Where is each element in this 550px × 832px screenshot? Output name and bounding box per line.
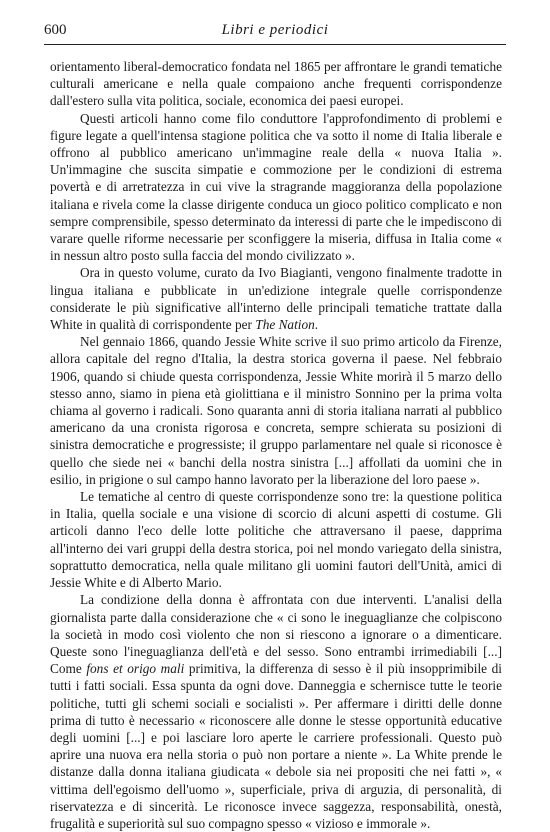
page-header	[44, 22, 506, 45]
text-run: orientamento liberal-democratico fondata nel 1865 per affrontare le grandi tematiche culturali americane e nella quale compaiono anche frequenti corrispondenze dall'estero sulla vita politica, sociale, economica dei paesi europei.	[50, 59, 502, 109]
text-run: Le tematiche al centro di queste corrispondenze sono tre: la questione politica in Italia, quella sociale e una visione di scorcio di alcuni aspetti di costume. Gli articoli danno l'eco delle lotte politiche che attraversano il paese, dapprima all'interno dei vari gruppi della destra storica, poi nel mondo variegato della sinistra, soprattutto democratica, nella quale militano gli uomini fautori dell'Unità, amici di Jessie White e di Alberto Mario.	[50, 489, 502, 591]
paragraph	[50, 333, 502, 488]
paragraph	[50, 264, 502, 333]
text-run: .	[314, 317, 319, 333]
paragraph	[50, 58, 502, 110]
paragraph	[50, 591, 502, 832]
paragraph	[50, 488, 502, 591]
paragraph	[50, 110, 502, 265]
italic-text: The Nation	[255, 317, 315, 333]
text-run: Nel gennaio 1866, quando Jessie White scrive il suo primo articolo da Firenze, allora capitale del regno d'Italia, la destra storica governa il paese. Nel febbraio 1906, quando si chiude questa corrispondenza, Jessie White morirà il 5 marzo dello stesso anno, siamo in piena età giolittiana e il ministro Sonnino per la prima volta chiama al governo i radicali. Sono quaranta anni di storia italiana narrati al pubblico americano da una cronista rigorosa e concreta, sempre schierata su posizioni di sinistra democratiche e progressiste; il gruppo parlamentare nel quale si riconosce è quello che siede nei « banchi della nostra sinistra [...] affollati da uomini che in esilio, in prigione o sul campo hanno lavorato per la liberazione del loro paese ».	[50, 334, 502, 487]
text-run: La condizione della donna è affrontata con due interventi. L'analisi della giornalista parte dalla considerazione che « ci sono le ineguaglianze che colpiscono la società in modo così violento che non si riescono a ignorare o a dimenticare. Queste sono l'ineguaglianza dell'età e del sesso. Sono entrambi irrimediabili [...] Come	[50, 592, 502, 677]
running-title: Libri e periodici	[221, 22, 329, 38]
italic-text: fons et origo mali	[86, 661, 185, 677]
page-number: 600	[44, 22, 67, 38]
text-run: Questi articoli hanno come filo conduttore l'approfondimento di problemi e figure legate a quell'intensa stagione politica che va sotto il nome di Italia liberale e offrono al pubblico americano un'immagine reale della « nuova Italia ». Un'immagine che suscita simpatie e commozione per le condizioni di estrema povertà e di arretratezza in cui vive la stragrande maggioranza della popolazione italiana e rivela come la classe dirigente conduca un gioco politico complicato e non sempre comprensibile, spesso determinato da interessi di parte che le impediscono di varare quelle riforme necessarie per sconfiggere la miseria, diffusa in Italia come « in nessun altro posto sulla faccia del mondo civilizzato ».	[50, 110, 502, 264]
text-run: primitiva, la differenza di sesso è il più insopprimibile di tutti i fatti sociali. Essa spunta da ogni dove. Danneggia e schernisce tutte le teorie politiche, tutti gli schemi sociali e socialisti ». Per affermare i diritti delle donne prima di tutto è necessario « riconoscere alle donne le stesse opportunità educative degli uomini [...] e poi lasciare loro aperte le carriere professionali. Questo può aprire una nuova era nella storia o può non portare a niente ». La White prende le distanze dalla donna italiana giudicata « debole sia nei propositi che nei fatti », « vittima dell'egoismo dell'uomo », superficiale, priva di arguzia, di personalità, di riservatezza e di sincerità. Le riconosce invece saggezza, responsabilità, onestà, frugalità e superiorità sul suo compagno spesso « vizioso e immorale ».	[50, 661, 502, 831]
body-text	[50, 58, 502, 832]
text-run: Ora in questo volume, curato da Ivo Biagianti, vengono finalmente tradotte in lingua italiana e pubblicate in un'edizione integrale quelle corrispondenze considerate le più significative all'interno delle principali tematiche trattate dalla White in qualità di corrispondente per	[50, 265, 502, 333]
